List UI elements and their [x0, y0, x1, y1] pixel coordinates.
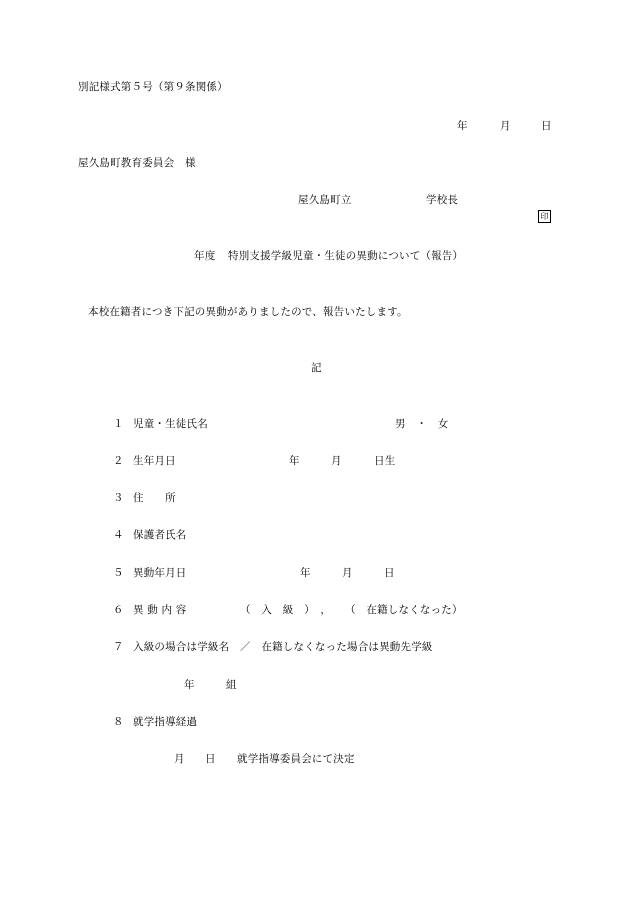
item-1-gender: 男 ・ 女 — [395, 418, 449, 430]
item-6-option-nyukyu: （ 入 級 ） ， — [240, 604, 332, 616]
item-2-number: ２ — [113, 455, 124, 467]
item-5-label: 異動年月日 — [133, 567, 187, 579]
item-7-year: 年 — [184, 679, 195, 691]
date-year: 年 — [457, 120, 468, 132]
item-8-day: 日 — [205, 753, 216, 765]
item-4-label: 保護者氏名 — [133, 529, 187, 541]
addressee: 屋久島町教育委員会 様 — [78, 157, 196, 169]
item-2-month: 月 — [331, 455, 342, 467]
sender-principal: 学校長 — [426, 194, 459, 206]
item-7-number: ７ — [113, 641, 124, 653]
item-7-label: 入級の場合は学級名 ／ 在籍しなくなった場合は異動先学級 — [133, 641, 433, 653]
item-2-day: 日生 — [374, 455, 396, 467]
item-3-number: ３ — [113, 492, 124, 504]
seal-mark: 印 — [538, 210, 551, 223]
report-title: 特別支援学級児童・生徒の異動について（報告） — [228, 250, 464, 262]
item-3-label: 住 所 — [133, 492, 176, 504]
item-5-day: 日 — [384, 567, 395, 579]
sender-school: 屋久島町立 — [298, 194, 352, 206]
item-5-number: ５ — [113, 567, 124, 579]
item-8-label: 就学指導経過 — [133, 716, 198, 728]
item-5-month: 月 — [342, 567, 353, 579]
item-4-number: ４ — [113, 529, 124, 541]
item-8-month: 月 — [174, 753, 185, 765]
item-8-number: ８ — [113, 716, 124, 728]
date-day: 日 — [541, 120, 552, 132]
item-2-year: 年 — [289, 455, 300, 467]
intro-text: 本校在籍者につき下記の異動がありましたので、報告いたします。 — [88, 306, 408, 318]
item-8-note: 就学指導委員会にて決定 — [237, 753, 355, 765]
item-7-class: 組 — [226, 679, 237, 691]
item-6-option-leave: （ 在籍しなくなった） — [345, 604, 463, 616]
item-1-label: 児童・生徒氏名 — [133, 418, 208, 430]
item-6-label: 異 動 内 容 — [133, 604, 187, 616]
ki-heading: 記 — [311, 362, 322, 374]
title-nendo: 年度 — [194, 250, 216, 262]
item-5-year: 年 — [300, 567, 311, 579]
date-month: 月 — [500, 120, 511, 132]
item-2-label: 生年月日 — [133, 455, 176, 467]
item-1-number: １ — [113, 418, 124, 430]
form-id: 別記様式第５号（第９条関係） — [78, 81, 228, 93]
item-6-number: ６ — [113, 604, 124, 616]
